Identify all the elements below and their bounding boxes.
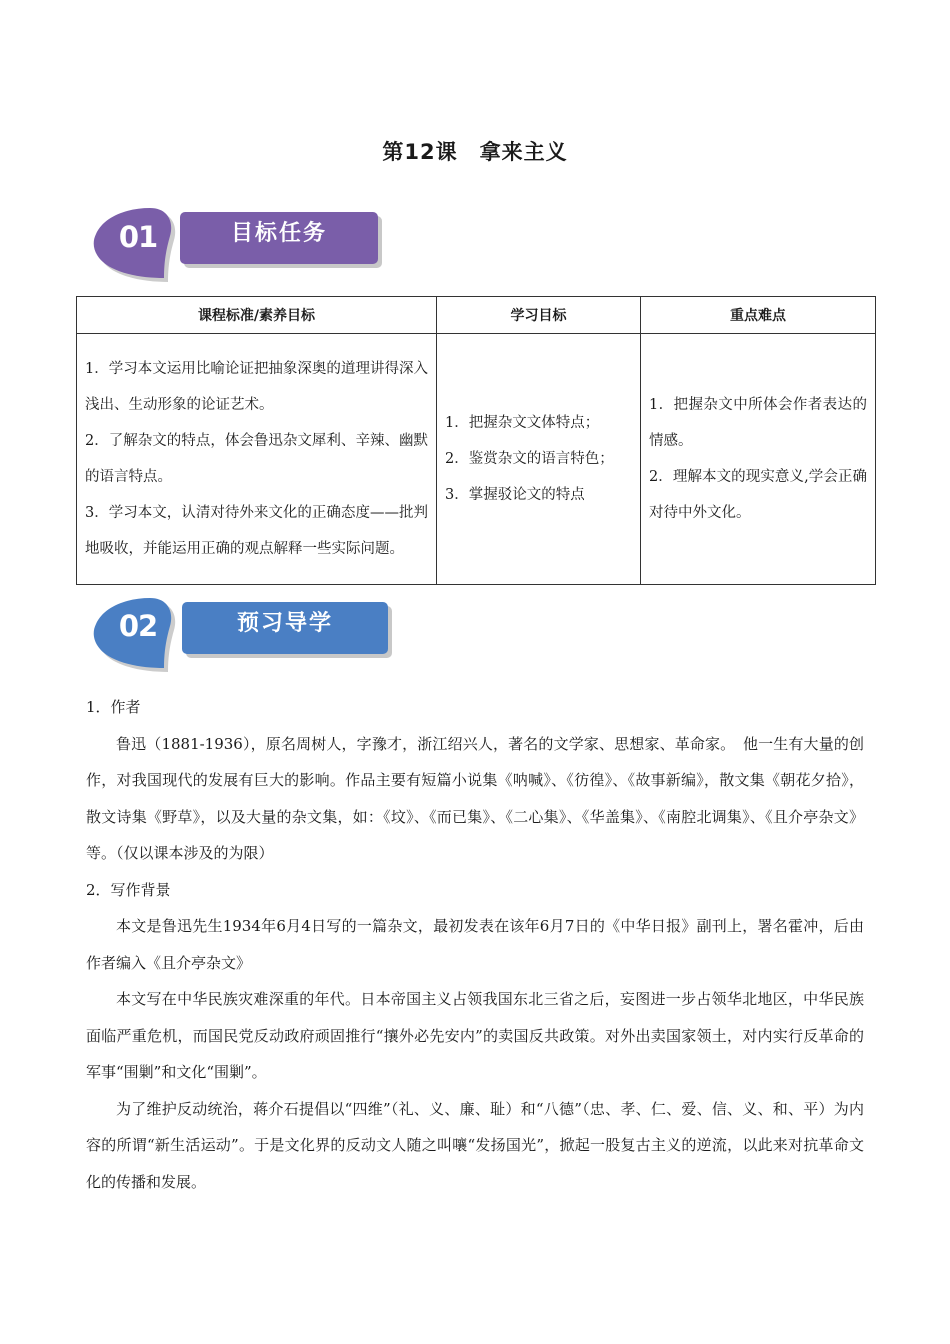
cell-paragraph: 2．鉴赏杂文的语言特色； (445, 451, 614, 467)
subheading-author: 1．作者 (86, 698, 141, 716)
paragraph: 为了维护反动统治，蒋介石提倡以“四维”（礼、义、廉、耻）和“八德”（忠、孝、仁、爱、信、义、和、平）为内容的所谓“新生活运动”。于是文化界的反动文人随之叫嚷“发扬国光”，掀起一股复古主义的逆流，以此来对抗革命文化的传播和发展。 (86, 1099, 864, 1191)
table-header: 学习目标 (437, 297, 641, 334)
section-number: 01 (118, 220, 158, 254)
table-header: 重点难点 (641, 297, 876, 334)
section-number: 02 (118, 609, 158, 643)
table-row (77, 334, 876, 585)
table-cell-objectives (437, 334, 641, 585)
paragraph: 本文是鲁迅先生1934年6月4日写的一篇杂文，最初发表在该年6月7日的《中华日报》副刊上，署名霍冲，后由作者编入《且介亭杂文》 (86, 917, 864, 972)
subheading-background: 2．写作背景 (86, 880, 171, 899)
paragraph: 鲁迅（1881-1936），原名周树人，字豫才，浙江绍兴人，著名的文学家、思想家、革命家。 他一生有大量的创作，对我国现代的发展有巨大的影响。作品主要有短篇小说集《呐喊》、《彷徨》、《故事新编》，散文集《朝花夕拾》，散文诗集《野草》，以及大量的杂文集，如：《坟》、《而已集》、《二心集》、《华盖集》、《南腔北调集》、《且介亭杂文》等。（仅以课本涉及的为限） (86, 734, 864, 862)
table-cell-standards (77, 334, 437, 585)
cell-paragraph: 3．掌握驳论文的特点 (445, 487, 585, 503)
cell-paragraph: 2．理解本文的现实意义,学会正确对待中外文化。 (649, 469, 867, 521)
section-badge-goals (88, 206, 408, 286)
cell-paragraph: 2．了解杂文的特点，体会鲁迅杂文犀利、辛辣、幽默的语言特点。 (85, 433, 428, 485)
preview-content (86, 689, 864, 1200)
cell-paragraph: 1．把握杂文中所体会作者表达的情感。 (649, 397, 867, 449)
page-title: 第12课 拿来主义 (382, 140, 568, 164)
section-badge-preview (88, 596, 408, 676)
cell-paragraph: 1．学习本文运用比喻论证把抽象深奥的道理讲得深入浅出、生动形象的论证艺术。 (85, 361, 428, 413)
table-header: 课程标准/素养目标 (77, 297, 437, 334)
table-header-row (77, 297, 876, 334)
goals-table (76, 296, 876, 585)
section-label: 目标任务 (230, 221, 327, 246)
cell-paragraph: 1．把握杂文文体特点； (445, 415, 600, 431)
cell-paragraph: 3．学习本文，认清对待外来文化的正确态度——批判地吸收，并能运用正确的观点解释一些实际问题。 (85, 505, 428, 557)
paragraph: 本文写在中华民族灾难深重的年代。日本帝国主义占领我国东北三省之后，妄图进一步占领华北地区，中华民族面临严重危机，而国民党反动政府顽固推行“攘外必先安内”的卖国反共政策。对外出卖国家领土，对内实行反革命的军事“围剿”和文化“围剿”。 (86, 990, 864, 1081)
table-cell-key-points (641, 334, 876, 585)
section-label: 预习导学 (236, 611, 333, 636)
